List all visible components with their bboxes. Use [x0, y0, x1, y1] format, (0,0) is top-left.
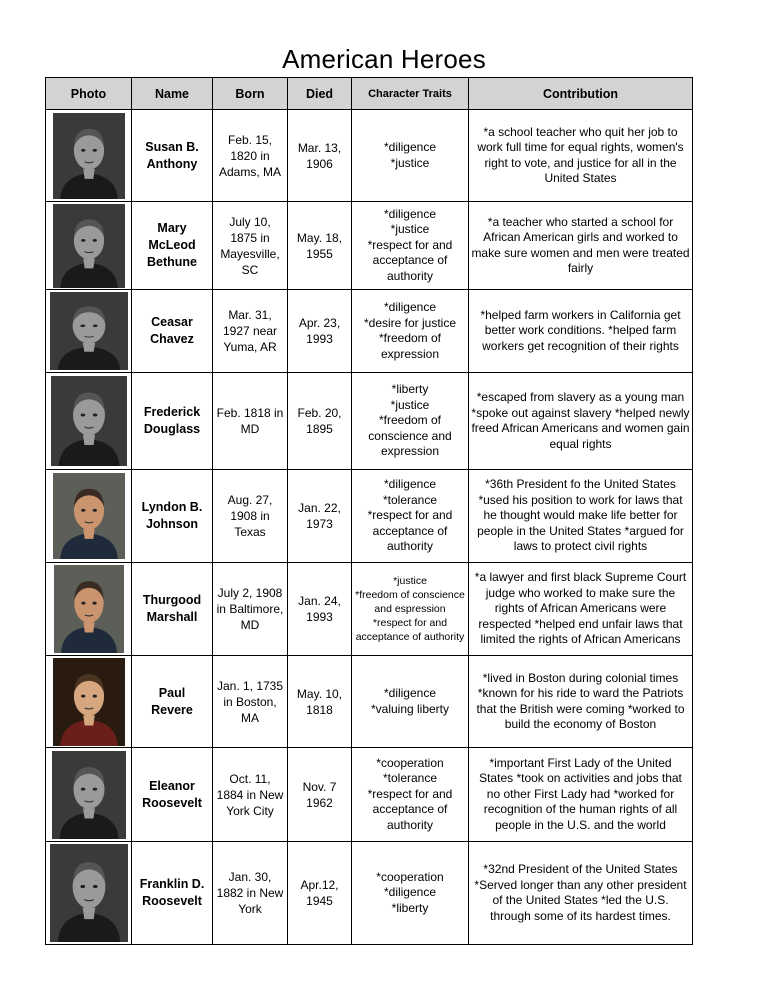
name-line: Frederick [143, 405, 201, 419]
table-row [46, 563, 693, 656]
name-line: Susan B. [145, 139, 199, 154]
portrait-ceasar-chavez [50, 292, 128, 370]
name-line: Anthony [146, 156, 198, 171]
contribution-cell: *a lawyer and first black Supreme Court judge who worked to make sure the rights of African Americans were respected *helped end unfair laws that limited the rights of African Americans [469, 563, 693, 656]
header-character-traits: Character Traits [352, 78, 469, 110]
table-row [46, 202, 693, 290]
died-cell: May. 10, 1818 [288, 656, 352, 748]
header-contribution: Contribution [469, 78, 693, 110]
page-title: American Heroes [282, 44, 486, 74]
traits-cell: *diligence *valuing liberty [352, 656, 469, 748]
name-line: Roosevelt [142, 894, 202, 908]
table-row [46, 470, 693, 563]
photo-cell [46, 290, 132, 373]
contribution-cell: *important First Lady of the United States *took on activities and jobs that no other First Lady had *worked for recognition of the human rights of all people in the U.S. and the world [469, 748, 693, 842]
photo-cell [46, 563, 132, 656]
died-cell: May. 18, 1955 [288, 202, 352, 290]
traits-cell: *justice *freedom of conscience and espression *respect for and acceptance of authority [352, 563, 469, 656]
died-cell: Jan. 22, 1973 [288, 470, 352, 563]
born-cell: Feb. 15, 1820 in Adams, MA [213, 110, 288, 202]
name-cell [132, 842, 213, 945]
died-cell: Mar. 13, 1906 [288, 110, 352, 202]
name-line: McLeod Bethune [147, 238, 197, 269]
portrait-franklin-d-roosevelt [50, 844, 128, 942]
traits-cell: *liberty *justice *freedom of conscience and expression [352, 373, 469, 470]
died-cell: Apr.12, 1945 [288, 842, 352, 945]
born-cell: July 10, 1875 in Mayesville, SC [213, 202, 288, 290]
name-line: Eleanor [149, 778, 195, 793]
born-cell: Feb. 1818 in MD [213, 373, 288, 470]
died-cell: Jan. 24, 1993 [288, 563, 352, 656]
name-line: Lyndon B. [141, 500, 203, 514]
portrait-lyndon-b-johnson [53, 473, 125, 559]
portrait-eleanor-roosevelt [52, 751, 126, 839]
name-cell [132, 470, 213, 563]
born-cell: Aug. 27, 1908 in Texas [213, 470, 288, 563]
name-cell [132, 563, 213, 656]
table-row [46, 373, 693, 470]
traits-cell: *diligence *tolerance *respect for and acceptance of authority [352, 470, 469, 563]
name-line: Paul [158, 685, 186, 700]
table-row [46, 842, 693, 945]
traits-cell: *cooperation *diligence *liberty [352, 842, 469, 945]
name-line: Johnson [145, 517, 199, 531]
name-cell [132, 290, 213, 373]
photo-cell [46, 373, 132, 470]
name-line: Marshall [146, 610, 198, 624]
born-cell: Mar. 31, 1927 near Yuma, AR [213, 290, 288, 373]
died-cell: Feb. 20, 1895 [288, 373, 352, 470]
name-line: Ceasar [151, 315, 193, 329]
portrait-frederick-douglass [51, 376, 127, 466]
header-died: Died [288, 78, 352, 110]
photo-cell [46, 110, 132, 202]
contribution-cell: *36th President fo the United States *used his position to work for laws that he thought would make life better for people in the United States *argued for laws to protect civil rights [469, 470, 693, 563]
born-cell: Oct. 11, 1884 in New York City [213, 748, 288, 842]
contribution-cell: *escaped from slavery as a young man *spoke out against slavery *helped newly freed African Americans and women gain equal rights [469, 373, 693, 470]
table-row [46, 748, 693, 842]
traits-cell: *diligence *desire for justice *freedom of expression [352, 290, 469, 373]
name-cell [132, 202, 213, 290]
portrait-mary-mcleod-bethune [53, 204, 125, 288]
header-born: Born [213, 78, 288, 110]
contribution-cell: *lived in Boston during colonial times *known for his ride to ward the Patriots that the British were coming *worked to build the economy of Boston [469, 656, 693, 748]
name-line: Thurgood [142, 593, 202, 607]
name-line: Roosevelt [142, 795, 202, 810]
name-line: Chavez [150, 332, 194, 346]
name-cell [132, 110, 213, 202]
traits-cell: *diligence *justice *respect for and acceptance of authority [352, 202, 469, 290]
photo-cell [46, 842, 132, 945]
name-line: Mary [157, 221, 187, 235]
table-row [46, 290, 693, 373]
photo-cell [46, 470, 132, 563]
header-row [46, 78, 693, 110]
portrait-thurgood-marshall [54, 565, 124, 653]
name-line: Franklin D. [139, 877, 205, 891]
born-cell: Jan. 30, 1882 in New York [213, 842, 288, 945]
portrait-susan-b-anthony [53, 113, 125, 199]
heroes-table [45, 77, 693, 945]
name-cell [132, 748, 213, 842]
traits-cell: *diligence *justice [352, 110, 469, 202]
contribution-cell: *helped farm workers in California get better work conditions. *helped farm workers get recognition of their rights [469, 290, 693, 373]
photo-cell [46, 748, 132, 842]
photo-cell [46, 656, 132, 748]
died-cell: Nov. 7 1962 [288, 748, 352, 842]
contribution-cell: *a school teacher who quit her job to work full time for equal rights, women's right to vote, and justice for all in the United States [469, 110, 693, 202]
died-cell: Apr. 23, 1993 [288, 290, 352, 373]
name-line: Douglass [143, 422, 201, 436]
header-photo: Photo [46, 78, 132, 110]
contribution-cell: *32nd President of the United States *Served longer than any other president of the United States *led the U.S. through some of its hardest times. [469, 842, 693, 945]
photo-cell [46, 202, 132, 290]
name-cell [132, 656, 213, 748]
contribution-cell: *a teacher who started a school for African American girls and worked to make sure women and men were treated fairly [469, 202, 693, 290]
header-name: Name [132, 78, 213, 110]
name-line: Revere [151, 702, 193, 717]
born-cell: July 2, 1908 in Baltimore, MD [213, 563, 288, 656]
portrait-paul-revere [53, 658, 125, 746]
traits-cell: *cooperation *tolerance *respect for and acceptance of authority [352, 748, 469, 842]
born-cell: Jan. 1, 1735 in Boston, MA [213, 656, 288, 748]
name-cell [132, 373, 213, 470]
table-row [46, 110, 693, 202]
table-row [46, 656, 693, 748]
